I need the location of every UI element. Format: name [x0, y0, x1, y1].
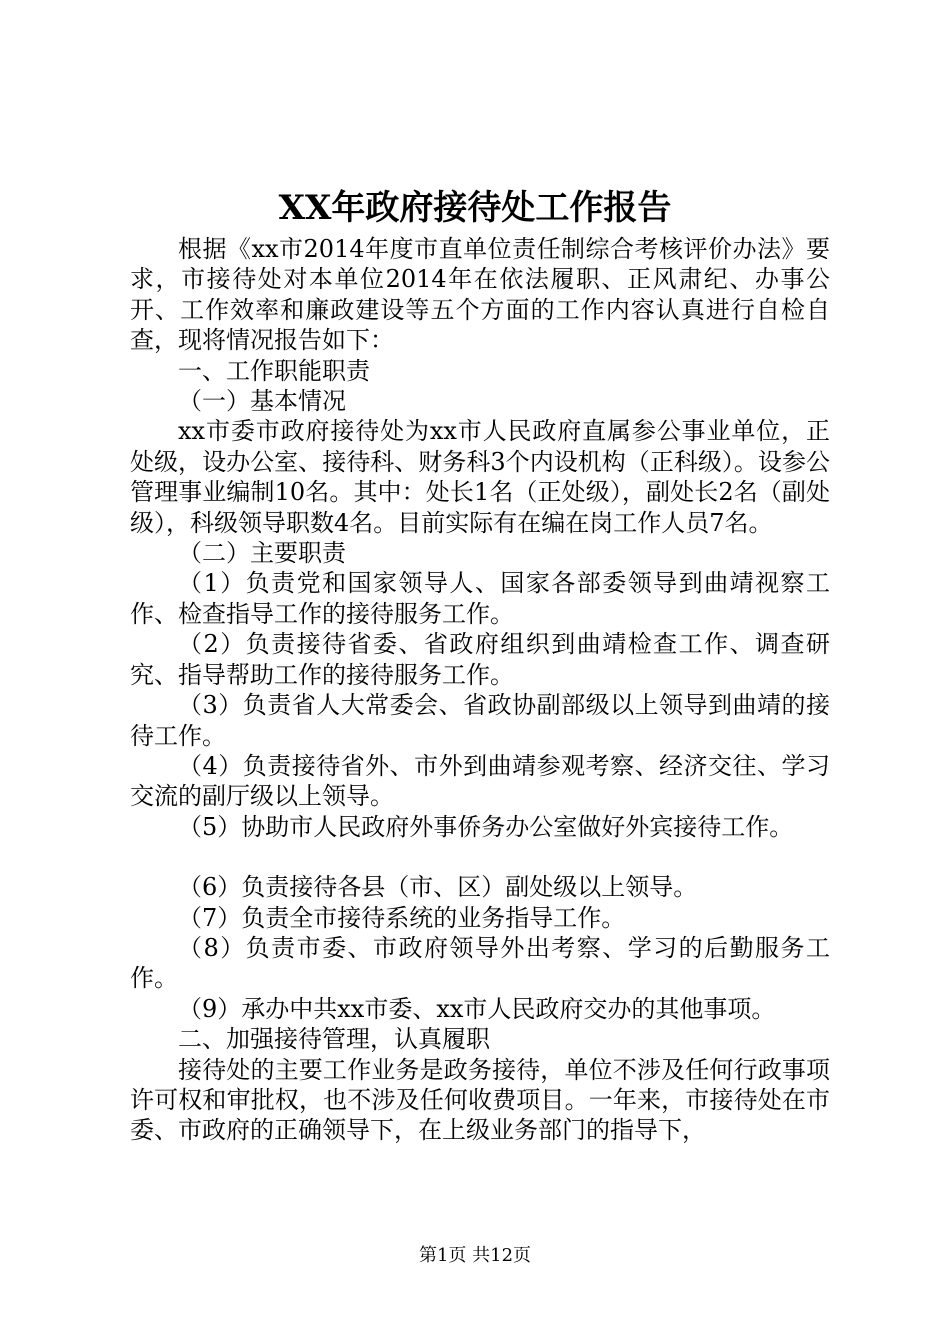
page-number-footer: 第1页 共12页: [418, 1245, 532, 1266]
duty-item-8: （8）负责市委、市政府领导外出考察、学习的后勤服务工作。: [130, 933, 830, 993]
duty-item-3: （3）负责省人大常委会、省政协副部级以上领导到曲靖的接待工作。: [130, 691, 830, 750]
section-heading-2: 二、加强接待管理，认真履职: [178, 1025, 490, 1054]
section-heading-1: 一、工作职能职责: [178, 356, 370, 385]
duty-item-7: （7）负责全市接待系统的业务指导工作。: [178, 903, 626, 932]
document-title: XX年政府接待处工作报告: [278, 188, 672, 228]
duty-item-1: （1）负责党和国家领导人、国家各部委领导到曲靖视察工作、检查指导工作的接待服务工作。: [130, 569, 830, 628]
paragraph-management: 接待处的主要工作业务是政务接待，单位不涉及任何行政事项许可权和审批权，也不涉及任何收费项目。一年来，市接待处在市委、市政府的正确领导下，在上级业务部门的指导下，: [130, 1055, 830, 1145]
duty-item-9: （9）承办中共xx市委、xx市人民政府交办的其他事项。: [178, 994, 776, 1023]
duty-item-4: （4）负责接待省外、市外到曲靖参观考察、经济交往、学习交流的副厅级以上领导。: [130, 751, 830, 811]
duty-item-6: （6）负责接待各县（市、区）副处级以上领导。: [178, 873, 698, 902]
document-body: [130, 234, 830, 1146]
paragraph-intro: 根据《xx市2014年度市直单位责任制综合考核评价办法》要求，市接待处对本单位2014年在依法履职、正风肃纪、办事公开、工作效率和廉政建设等五个方面的工作内容认真进行自检自查，现将情况报告如下：: [130, 235, 830, 355]
subsection-heading-duties: （二）主要职责: [178, 539, 346, 568]
duty-item-2: （2）负责接待省委、省政府组织到曲靖检查工作、调查研究、指导帮助工作的接待服务工作。: [130, 630, 830, 689]
paragraph-basic-info: xx市委市政府接待处为xx市人民政府直属参公事业单位，正处级，设办公室、接待科、财务科3个内设机构（正科级）。设参公管理事业编制10名。其中：处长1名（正处级），副处长2名（副处级），科级领导职数4名。目前实际有在编在岗工作人员7名。: [130, 417, 830, 537]
duty-item-5: （5）协助市人民政府外事侨务办公室做好外宾接待工作。: [178, 812, 794, 841]
subsection-heading-basic: （一）基本情况: [178, 387, 346, 416]
